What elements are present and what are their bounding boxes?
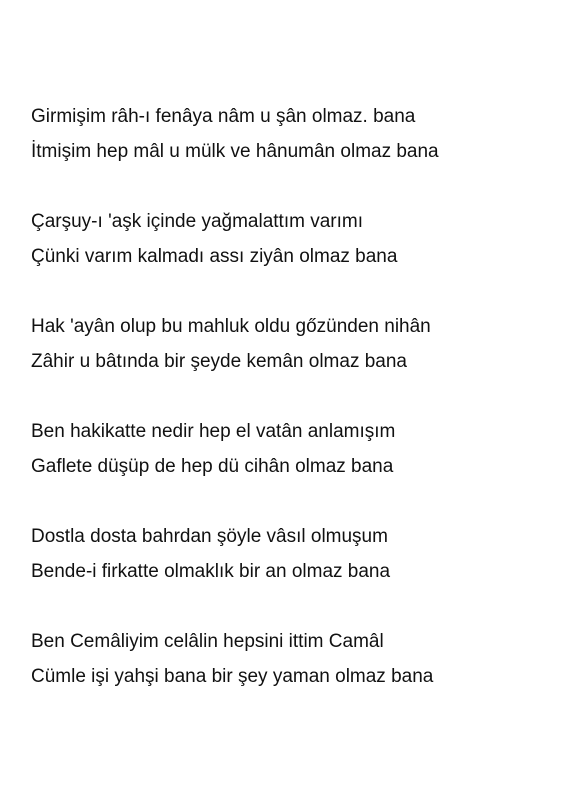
poem-line: Çünki varım kalmadı assı ziyân olmaz bana xyxy=(31,246,398,267)
poem-line: Gaflete düşüp de hep dü cihân olmaz bana xyxy=(31,456,394,477)
stanza xyxy=(31,519,551,589)
poem-line: Ben Cemâliyim celâlin hepsini ittim Camâl xyxy=(31,631,384,652)
poem-line: Cümle işi yahşi bana bir şey yaman olmaz bana xyxy=(31,666,434,687)
poem-line: Çarşuy-ı 'aşk içinde yağmalattım varımı xyxy=(31,211,363,232)
stanza xyxy=(31,309,551,379)
poem-line: Ben hakikatte nedir hep el vatân anlamışım xyxy=(31,421,396,442)
poem-line: İtmişim hep mâl u mülk ve hânumân olmaz bana xyxy=(31,141,439,162)
poem-line: Dostla dosta bahrdan şöyle vâsıl olmuşum xyxy=(31,526,388,547)
stanza xyxy=(31,414,551,484)
poem-text xyxy=(31,99,551,729)
stanza xyxy=(31,99,551,169)
poem-line: Hak 'ayân olup bu mahluk oldu gőzünden nihân xyxy=(31,316,431,337)
poem-line: Zâhir u bâtında bir şeyde kemân olmaz bana xyxy=(31,351,407,372)
stanza xyxy=(31,624,551,694)
stanza xyxy=(31,204,551,274)
poem-line: Bende-i firkatte olmaklık bir an olmaz bana xyxy=(31,561,391,582)
poem-line: Girmişim râh-ı fenâya nâm u şân olmaz. bana xyxy=(31,106,416,127)
